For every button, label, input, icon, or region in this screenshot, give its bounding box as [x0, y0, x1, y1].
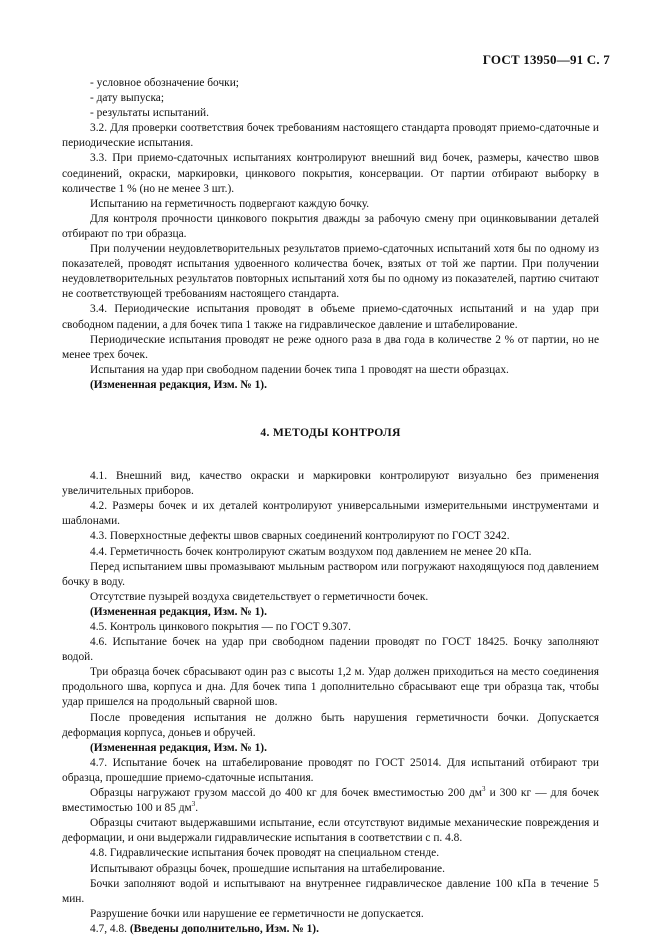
paragraph-4-8: 4.8. Гидравлические испытания бочек проводят на специальном стенде.: [90, 847, 440, 860]
paragraph: При получении неудовлетворительных результатов приемо-сдаточных испытаний хотя бы по одному из показателей, проводят испытания удвоенного количества бочек, взятых от той же партии. При получении неудовлетворительных результатов повторных испытаний хотя бы по одному из показателей, партию считают не соответствующей требованиям настоящего стандарта.: [62, 243, 599, 301]
final-note: [62, 922, 599, 937]
paragraph-4-7: 4.7. Испытание бочек на штабелирование проводят по ГОСТ 25014. Для испытаний отбирают три образца, прошедшие приемо-сдаточные испытания.: [62, 756, 599, 784]
load-text-b: и 300 кг — для бочек вместимостью 100 и 85 дм: [62, 787, 599, 815]
load-text-c: .: [195, 802, 199, 815]
paragraph: Разрушение бочки или нарушение ее герметичности не допускается.: [90, 907, 424, 920]
page-header: ГОСТ 13950—91 С. 7: [482, 52, 610, 67]
paragraph: Образцы считают выдержавшими испытание, если отсутствуют видимые механические повреждения и деформации, и они выдержали гидравлические испытания в соответствии с п. 4.8.: [62, 817, 599, 845]
paragraph: Периодические испытания проводят не реже одного раза в два года в количестве 2 % от партии, но не менее трех бочек.: [62, 333, 599, 361]
paragraph: Отсутствие пузырей воздуха свидетельствует о герметичности бочек.: [90, 590, 429, 603]
paragraph-4-5: 4.5. Контроль цинкового покрытия — по ГОСТ 9.307.: [90, 621, 351, 633]
load-text-a: Образцы нагружают грузом массой до 400 кг для бочек вместимостью 200 дм: [90, 787, 483, 800]
list-item: - результаты испытаний.: [90, 107, 209, 120]
section-title: 4. МЕТОДЫ КОНТРОЛЯ: [260, 425, 401, 439]
paragraph-4-6: 4.6. Испытание бочек на удар при свободном падении проводят по ГОСТ 18425. Бочку заполняют водой.: [62, 636, 599, 664]
superscript: 3: [191, 800, 196, 809]
final-note-number: 4.7, 4.8.: [90, 922, 128, 935]
list-item: - дату выпуска;: [90, 92, 165, 105]
list-item: - условное обозначение бочки;: [90, 77, 239, 89]
paragraph-4-2: 4.2. Размеры бочек и их деталей контролируют универсальными измерительными инструментами и шаблонами.: [62, 500, 599, 528]
paragraph-4-1: 4.1. Внешний вид, качество окраски и маркировки контролируют визуально без применения увеличительных приборов.: [62, 470, 599, 498]
paragraph: После проведения испытания не должно быть нарушения герметичности бочки. Допускается деформация корпуса, доньев и обручей.: [62, 711, 599, 739]
paragraph: Бочки заполняют водой и испытывают на внутреннее гидравлическое давление 100 кПа в течение 5 мин.: [62, 877, 599, 905]
final-note-amendment: (Введены дополнительно, Изм. № 1).: [129, 922, 319, 935]
superscript: 3: [482, 785, 486, 794]
paragraph: Для контроля прочности цинкового покрытия дважды за рабочую смену при оцинковывании деталей отбирают по три образца.: [62, 212, 599, 240]
paragraph: Три образца бочек сбрасывают один раз с высоты 1,2 м. Удар должен приходиться на место соединения продольного шва, корпуса и дна. Для бочек типа 1 дополнительно сбрасывают еще три образца так, чтобы удар пришелся на продольный сварной шов.: [62, 666, 599, 709]
amendment-note: (Измененная редакция, Изм. № 1).: [90, 741, 267, 754]
paragraph: Испытания на удар при свободном падении бочек типа 1 проводят на шести образцах.: [90, 363, 509, 376]
paragraph-3-2: 3.2. Для проверки соответствия бочек требованиям настоящего стандарта проводят приемо-сдаточные и периодические испытания.: [62, 122, 599, 150]
paragraph-4-4: 4.4. Герметичность бочек контролируют сжатым воздухом под давлением не менее 20 кПа.: [90, 545, 532, 558]
paragraph-4-3: 4.3. Поверхностные дефекты швов сварных соединений контролируют по ГОСТ 3242.: [90, 530, 510, 543]
paragraph: Перед испытанием швы промазывают мыльным раствором или погружают находящуюся под давлением бочку в воду.: [62, 560, 599, 588]
paragraph: Испытанию на герметичность подвергают каждую бочку.: [90, 197, 370, 210]
paragraph-3-3: 3.3. При приемо-сдаточных испытаниях контролируют внешний вид бочек, размеры, качество швов соединений, окраски, маркировки, цинкового покрытия, консервации. От партии отбирают выборку в количестве 1 % (но не менее 3 шт.).: [62, 152, 599, 195]
paragraph-3-4: 3.4. Периодические испытания проводят в объеме приемо-сдаточных испытаний и на удар при свободном падении, а для бочек типа 1 также на гидравлическое давление и штабелирование.: [62, 303, 599, 331]
document-body: [62, 76, 599, 937]
amendment-note: (Измененная редакция, Изм. № 1).: [90, 605, 267, 618]
amendment-note: (Измененная редакция, Изм. № 1).: [90, 378, 267, 391]
paragraph-load: [62, 786, 599, 816]
paragraph: Испытывают образцы бочек, прошедшие испытания на штабелирование.: [90, 862, 445, 875]
